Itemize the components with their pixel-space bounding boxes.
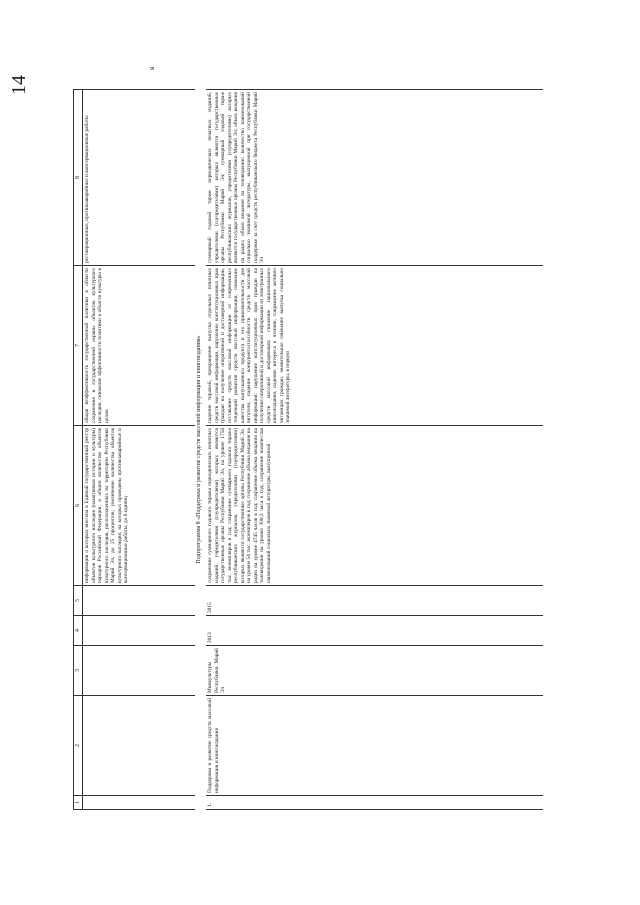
- indicators-cell: реставрационные, противоаварийные и консервационные работы: [83, 90, 196, 266]
- table-row: [83, 90, 196, 810]
- indicators-cell: суммарный годовой тираж периодических печатных изданий, учредителями (соучредителями) которых являются государственные органы Республики Марий Эл; суммарный годовой тираж республиканских журналов, учредителями (соучредителями) которых являются государственные органы Республики Марий Эл; объем вещания на радио; объем вещания на телевидении; количество наименований социально значимой литературы, выпущенной при государственной поддержке за счет средств республиканского бюджета Республики Марий Эл: [206, 90, 543, 266]
- expected-result-cell: информации о которых внесена в Единый государственный реестр объектов культурного наследия (памятников истории и культуры) народов Российской Федерации, в общем количестве объектов культурного наследия, расположенных на территории Республики Марий Эл, до 25 процентов; увеличение количества объектов культурного наследия, на которых проведены противоаварийные и консервационные работы, до 8 единиц: [83, 426, 196, 586]
- page-number: 14: [8, 75, 30, 95]
- header-cell: 8: [74, 90, 83, 266]
- subprogram-row: [195, 90, 206, 810]
- consequences-cell: падение тиражей, прекращение выпуска отдельных печатных средств массовой информации, нарушение конституционных прав граждан на получение оперативной и достоверной информации, отставание средств массовой информации от современных тенденций развития средств массовой информации, снижение качества выпускаемого продукта и его привлекательности для читателя, падение конкурентоспособности средств массовой информации; нарушение конституционных прав граждан на получение оперативной и достоверной информации из электронных средств массовой информации; снижение национального книгоиздания, падение интереса к чтению, сокращение активно читающих граждан, значительное снижение выпуска социально значимой литературы, в первую: [206, 266, 543, 426]
- subprogram-title: Подпрограмма 8 «Поддержка и развитие средств массовой информации и книгоиздания»: [196, 335, 202, 564]
- row-number: 1.: [206, 796, 543, 810]
- margin-mark: я: [148, 66, 156, 70]
- header-cell: 2: [74, 696, 83, 796]
- header-cell: 4: [74, 616, 83, 646]
- expected-result-cell: сохранение суммарного годового тиража периодических печатных изданий, учредителями (соучредителями) которых являются государственные органы Республики Марий Эл, на уровне 1750 тыс. экземпляров в год; сохранение суммарного годового тиража республиканских журналов, учредителями (соучредителями) которых являются государственные органы Республики Марий Эл, на уровне 54 тыс. экземпляров в год; сохранение объема вещания на радио на уровне 4745 часов в год; сохранение объема вещания на телевидении на уровне 390,3 часа в год; сохранение количества наименований социально значимой литературы, выпущенной: [206, 426, 543, 586]
- header-cell: 3: [74, 646, 83, 696]
- header-cell: 6: [74, 426, 83, 586]
- header-cell: 7: [74, 266, 83, 426]
- consequences-cell: общая неэффективность государственной политики в области сохранения и государственной охраны объектов культурного наследия, снижение эффективности политики в области культуры в целом: [83, 266, 196, 426]
- executor-cell: Минкультуры Республики Марий Эл: [206, 646, 543, 696]
- start-year: 2013: [206, 616, 543, 646]
- end-year: 2015: [206, 586, 543, 616]
- header-cell: 5: [74, 586, 83, 616]
- header-row: [74, 90, 83, 810]
- measure-name: Поддержка и развитие средств массовой информации и книгоиздания: [206, 696, 543, 796]
- table-row: [206, 90, 543, 810]
- header-cell: 1: [74, 796, 83, 810]
- program-measures-table: [73, 89, 543, 810]
